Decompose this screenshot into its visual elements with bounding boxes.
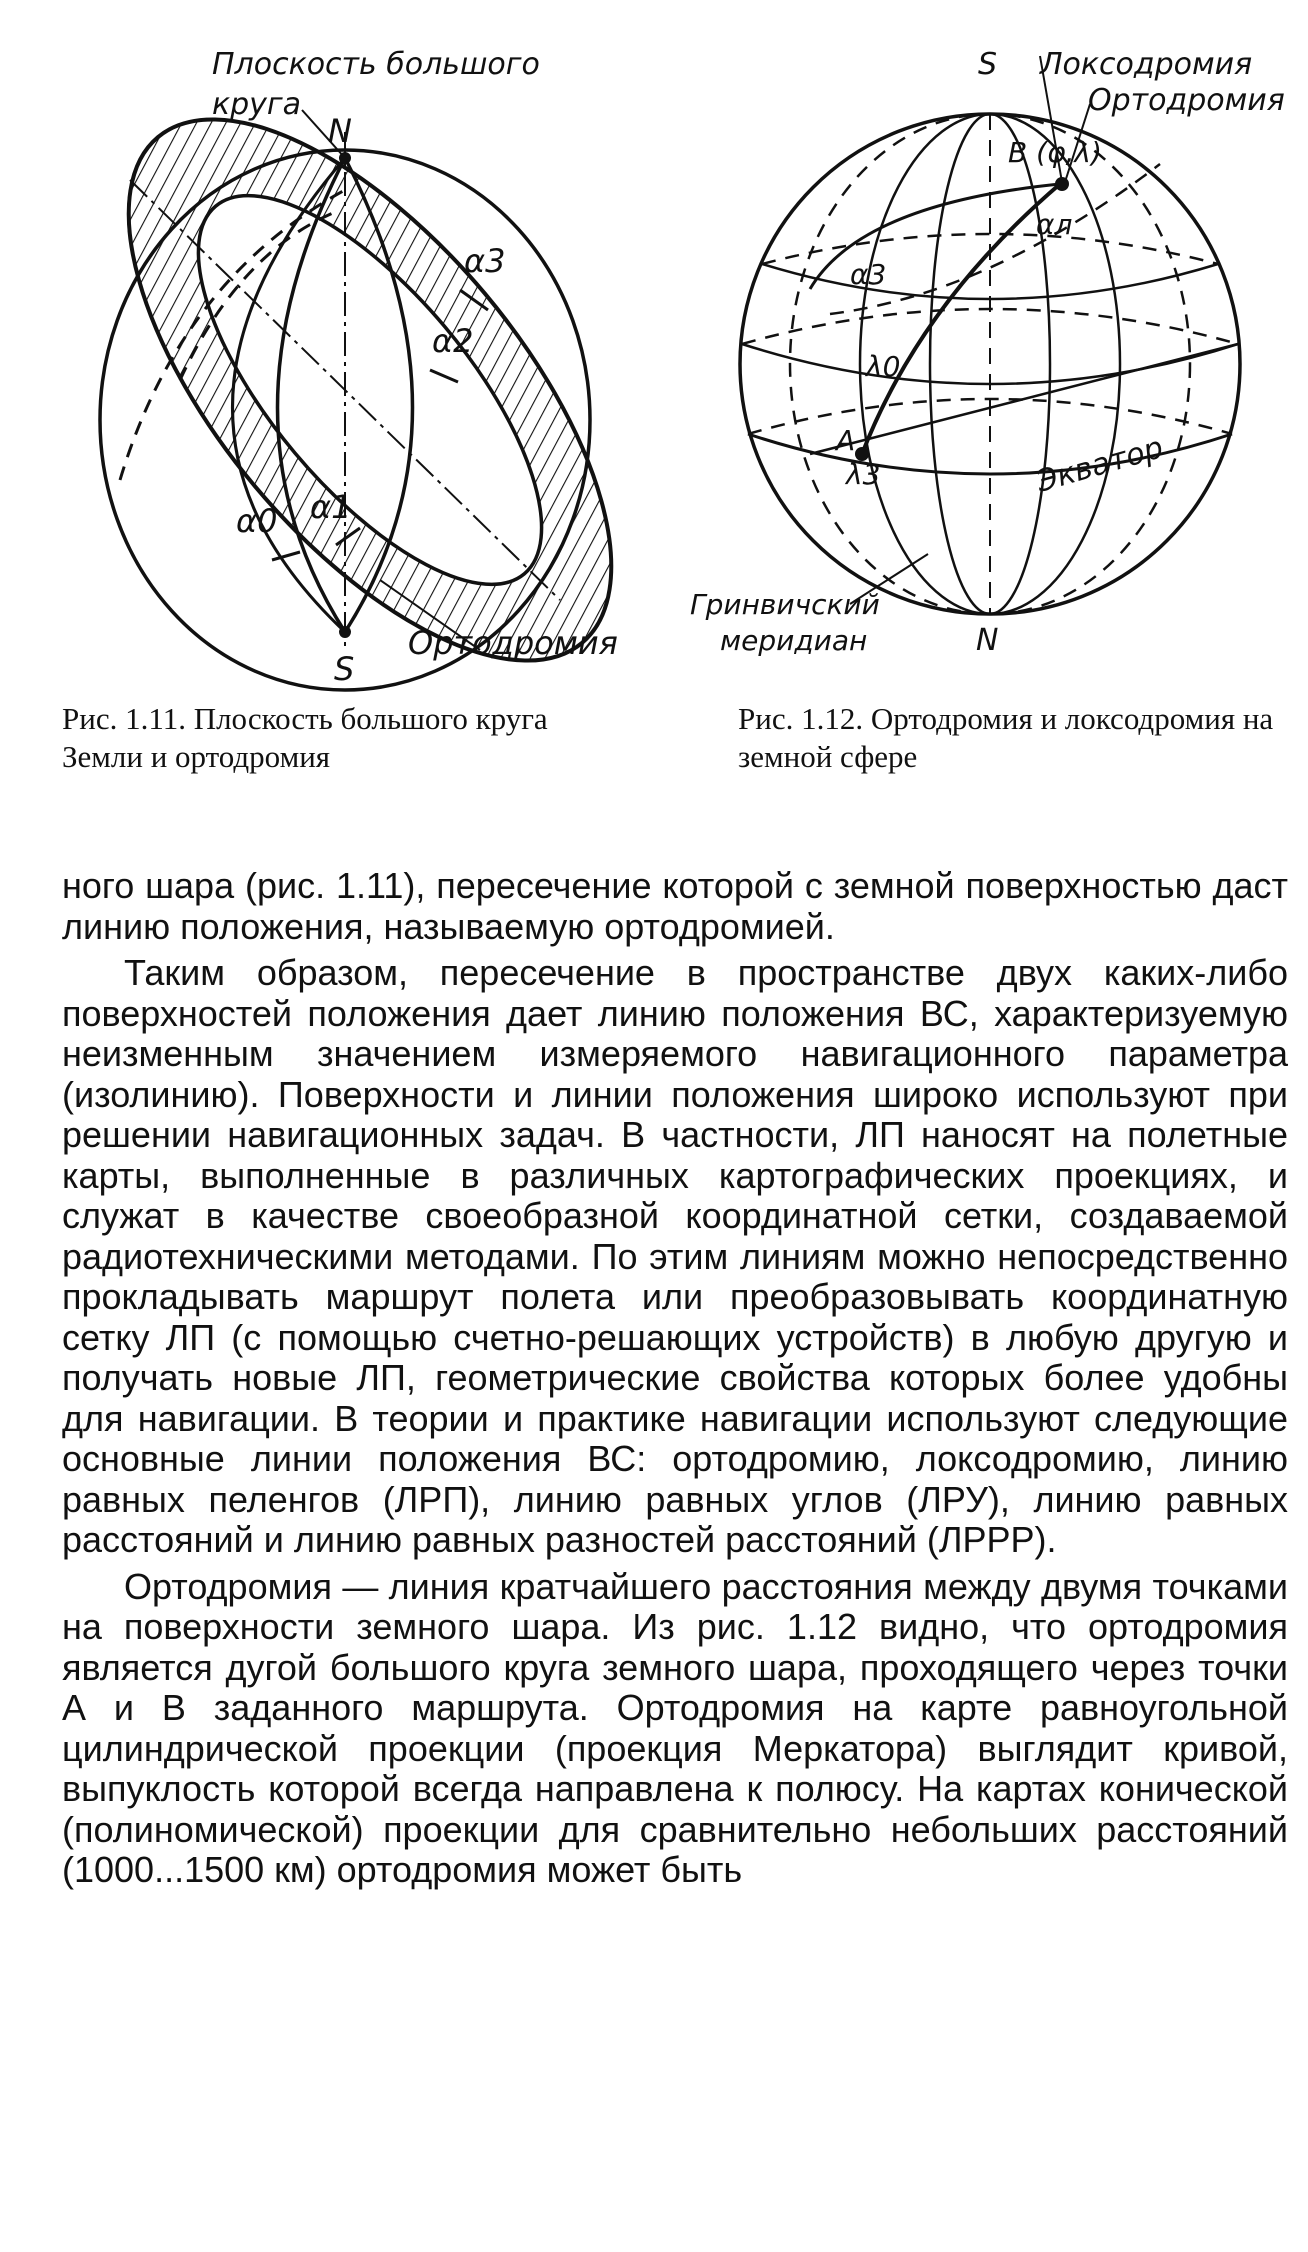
greenwich-label-line1: Гринвичский — [690, 588, 880, 621]
point-b — [1055, 177, 1069, 191]
figure-1-caption-line1: Рис. 1.11. Плоскость большого круга — [62, 701, 548, 736]
sphere-north-label: N — [976, 623, 999, 658]
plane-label-line1: Плоскость большого — [212, 47, 540, 82]
alpha3-label: α3 — [464, 242, 506, 280]
figure-2-caption-line1: Рис. 1.12. Ортодромия и локсодромия на — [738, 701, 1274, 736]
loxodrome-label: Локсодромия — [1040, 47, 1253, 82]
alpha-3-label: α3 — [850, 258, 887, 291]
alpha1-label: α1 — [310, 488, 352, 526]
greenwich-label-line2: меридиан — [720, 624, 868, 657]
figure-great-circle-plane — [40, 40, 660, 700]
south-pole-point — [339, 626, 351, 638]
great-circle-plane-diagram — [40, 40, 660, 700]
north-label: N — [328, 112, 352, 150]
orthodrome-sphere-label: Ортодромия — [1088, 83, 1285, 118]
figure-1-caption — [62, 700, 652, 776]
point-b-label: B (φ,λ) — [1008, 136, 1102, 169]
body-text — [62, 866, 1288, 1897]
alpha0-label: α0 — [236, 502, 278, 540]
north-pole-point — [339, 152, 351, 164]
lambda-0-label: λ0 — [866, 350, 901, 383]
south-label: S — [334, 650, 355, 688]
alpha-l-label: αл — [1036, 208, 1073, 241]
figure-orthodrome-loxodrome — [690, 44, 1300, 684]
plane-label-line2: круга — [212, 87, 302, 122]
paragraph-2: Таким образом, пересечение в пространстве двух каких-либо поверхностей положения дает линию положения ВС, характеризуемую неизменным значением измеряемого навигационного параметра (изолинию). Поверхности и линии положения широко используют при решении навигационных задач. В частности, ЛП наносят на полетные карты, выполненные в различных картографических проекциях, и служат в качестве своеобразной координатной сетки, создаваемой радиотехническими методами. По этим линиям можно непосредственно прокладывать маршрут полета или преобразовывать координатную сетку ЛП (с помощью счетно-решающих устройств) в любую другую и получать новые ЛП, геометрические свойства которых более удобны для навигации. В теории и практике навигации используют следующие основные линии положения ВС: ортодромию, локсодромию, линию равных пеленгов (ЛРП), линию равных углов (ЛРУ), линию равных расстояний и линию равных разностей расстояний (ЛРРР). — [62, 952, 1288, 1560]
figure-2-caption — [738, 700, 1303, 776]
point-a-label: A — [836, 424, 856, 457]
equator-label: Экватор — [1032, 430, 1168, 500]
sphere-diagram — [690, 44, 1300, 684]
figure-1-caption-line2: Земли и ортодромия — [62, 739, 331, 774]
lambda-3-label: λ3 — [846, 458, 881, 491]
sphere-south-label: S — [978, 47, 998, 82]
paragraph-1: ного шара (рис. 1.11), пересечение которой с земной поверхностью даст линию положения, называемую ортодромией. — [62, 865, 1288, 947]
alpha2-label: α2 — [432, 322, 474, 360]
figure-2-caption-line2: земной сфере — [738, 739, 918, 774]
paragraph-3: Ортодромия — линия кратчайшего расстояния между двумя точками на поверхности земного шара. Из рис. 1.12 видно, что ортодромия является дугой большого круга земного шара, проходящего через точки А и В заданного маршрута. Ортодромия на карте равноугольной цилиндрической проекции (проекция Меркатора) выглядит кривой, выпуклость которой всегда направлена к полюсу. На картах конической (полиномической) проекции для сравнительно небольших расстояний (1000...1500 км) ортодромия может быть — [62, 1565, 1288, 1890]
orthodrome-label: Ортодромия — [408, 624, 618, 662]
